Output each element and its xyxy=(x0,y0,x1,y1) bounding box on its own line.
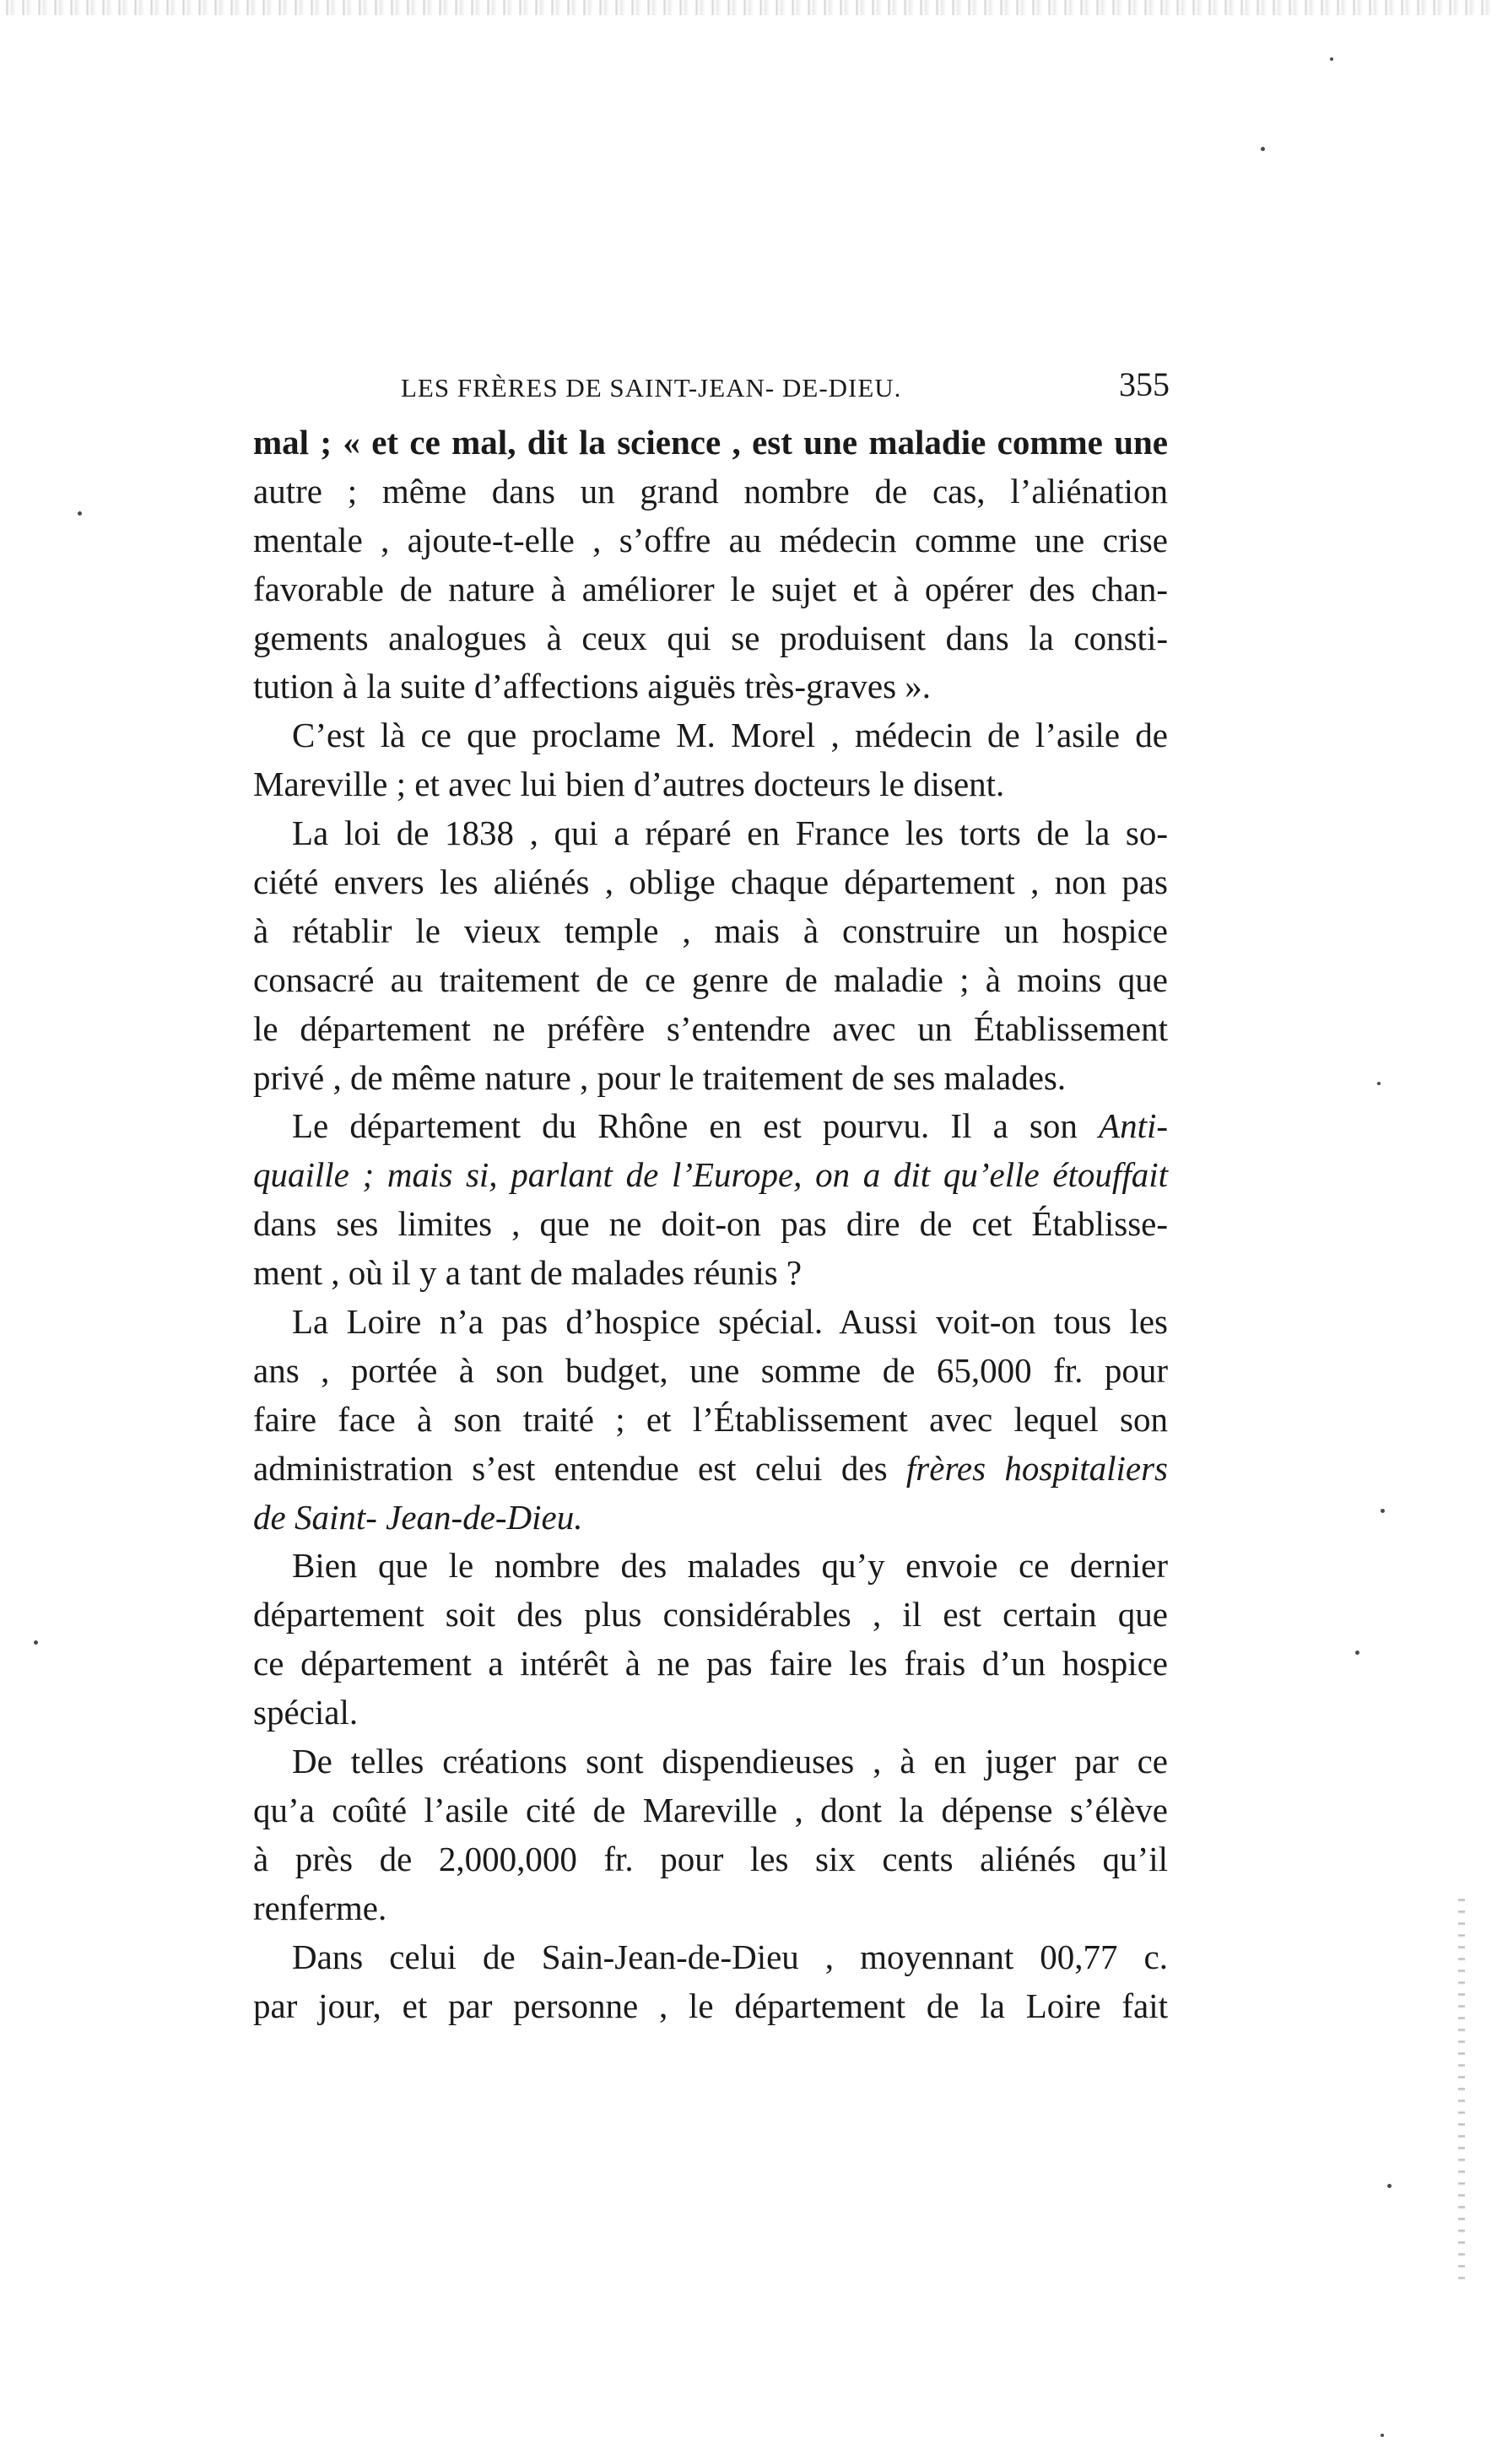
text-line: dans ses limites , que ne doit-on pas dire de cet Établisse- xyxy=(253,1204,1168,1244)
text-line: favorable de nature à améliorer le sujet et à opérer des chan- xyxy=(253,569,1168,608)
text-segment: quaille ; mais si, parlant de l’Europe, on a dit qu’elle étouffait xyxy=(253,1155,1168,1195)
text-line: ce département a intérêt à ne pas faire les frais d’un hospice xyxy=(253,1644,1168,1683)
text-line: Bien que le nombre des malades qu’y envoie ce dernier xyxy=(292,1546,1168,1586)
scan-speck xyxy=(1330,57,1333,61)
text-line: qu’a coûté l’asile cité de Mareville , dont la dépense s’élève xyxy=(253,1790,1168,1829)
text-line: à rétablir le vieux temple , mais à construire un hospice xyxy=(253,910,1168,950)
running-header xyxy=(253,363,1190,413)
text-line: mentale , ajoute-t-elle , s’offre au médecin comme une crise xyxy=(253,520,1168,559)
text-line: département soit des plus considérables , il est certain que xyxy=(253,1595,1168,1635)
text-line: autre ; même dans un grand nombre de cas, l’aliénation xyxy=(253,471,1168,511)
scanned-top-edge xyxy=(0,0,1497,15)
text-line: De telles créations sont dispendieuses , à en juger par ce xyxy=(292,1742,1168,1781)
text-line xyxy=(253,1151,1168,1200)
italic-segment: Saint- Jean-de-Dieu. xyxy=(294,1497,583,1537)
running-title: LES FRÈRES DE SAINT-JEAN- DE-DIEU. xyxy=(401,373,902,403)
text-line: le département ne préfère s’entendre avec un Établissement xyxy=(253,1008,1168,1048)
scan-speck xyxy=(78,511,82,516)
text-line: faire face à son traité ; et l’Établissement avec lequel son xyxy=(253,1399,1168,1439)
text-line: ans , portée à son budget, une somme de 65,000 fr. pour xyxy=(253,1350,1168,1390)
italic-segment: frères hospitaliers xyxy=(905,1448,1169,1488)
scan-speck xyxy=(1261,147,1265,151)
text-line: C’est là ce que proclame M. Morel , médecin de l’asile de xyxy=(292,716,1168,755)
margin-scan-noise xyxy=(1458,1890,1465,2287)
text-line xyxy=(253,1494,1168,1543)
body-text xyxy=(253,419,1168,2030)
text-line: ciété envers les aliénés , oblige chaque département , non pas xyxy=(253,862,1168,902)
text-line xyxy=(253,1102,1168,1151)
text-line xyxy=(253,1445,1168,1494)
text-line: par jour, et par personne , le département de la Loire fait xyxy=(253,1986,1168,2025)
text-line: gements analogues à ceux qui se produisent dans la consti- xyxy=(253,618,1168,657)
scan-speck xyxy=(1381,1509,1385,1513)
text-line: Mareville ; et avec lui bien d’autres docteurs le disent. xyxy=(253,765,1005,804)
text-line: mal ; « et ce mal, dit la science , est une maladie comme une xyxy=(253,423,1168,462)
italic-segment: de xyxy=(253,1497,286,1537)
text-line: La Loire n’a pas d’hospice spécial. Aussi voit-on tous les xyxy=(292,1302,1168,1342)
text-line: consacré au traitement de ce genre de maladie ; à moins que xyxy=(253,959,1168,999)
text-line: La loi de 1838 , qui a réparé en France les torts de la so- xyxy=(292,813,1168,853)
text-line: ment , où il y a tant de malades réunis ? xyxy=(253,1253,803,1293)
page-number: 355 xyxy=(1119,365,1170,403)
text-line: Dans celui de Sain-Jean-de-Dieu , moyennant 00,77 c. xyxy=(292,1937,1168,1976)
text-line: renferme. xyxy=(253,1888,387,1927)
scan-speck xyxy=(34,1640,38,1645)
text-segment: administration s’est entendue est celui des xyxy=(253,1448,888,1488)
scan-speck xyxy=(1355,1651,1359,1655)
scan-speck xyxy=(1387,2184,1392,2188)
scan-speck xyxy=(1377,1082,1381,1085)
italic-segment: Anti- xyxy=(1099,1106,1169,1146)
text-line: privé , de même nature , pour le traitement de ses malades. xyxy=(253,1057,1067,1097)
text-line: à près de 2,000,000 fr. pour les six cents aliénés qu’il xyxy=(253,1839,1168,1878)
text-line: tution à la suite d’affections aiguës très-graves ». xyxy=(253,667,932,706)
text-line: spécial. xyxy=(253,1693,359,1732)
scan-speck xyxy=(1381,2434,1384,2437)
text-segment: Le département du Rhône en est pourvu. Il a son xyxy=(292,1106,1078,1146)
